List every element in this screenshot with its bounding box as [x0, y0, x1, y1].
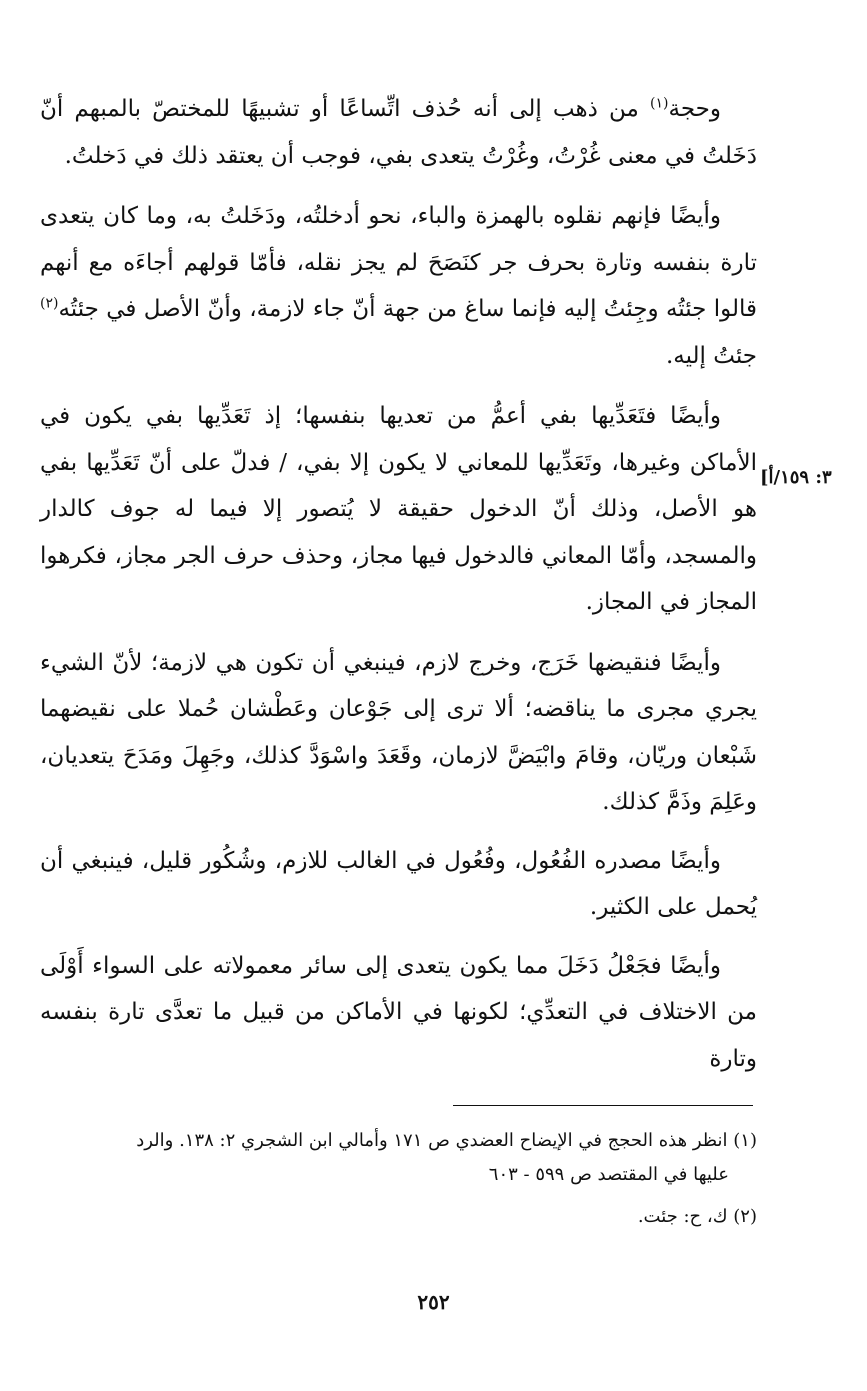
- paragraph-6: وأيضًا فجَعْلُ دَخَلَ مما يكون يتعدى إلى سائر معمولاته على السواء أَوْلَى من الاختلاف في التعدِّي؛ لكونها في الأماكن من قبيل ما تعدَّى تارة بنفسه وتارة: [40, 952, 757, 1072]
- page-number: ٢٥٢: [417, 1290, 450, 1314]
- footnote-separator: [453, 1105, 753, 1106]
- manuscript-folio-marker: ٣: ١٥٩/أ]: [760, 467, 832, 488]
- footnotes: [40, 1124, 757, 1242]
- footnote-1: [40, 1124, 757, 1192]
- footnote-1-line-1: (١) انظر هذه الحجج في الإيضاح العضدي ص ١٧١ وأمالي ابن الشجري ٢: ١٣٨. والرد: [136, 1130, 757, 1151]
- paragraph-2: [40, 193, 757, 379]
- paragraph-2-start: وأيضًا فإنهم نقلوه بالهمزة والباء، نحو أدخلتُه، ودَخَلتُ به، وما كان يتعدى تارة بنفسه وتارة بحرف جر كنَصَحَ لم يجز نقله، فأمّا قولهم أجاءَه مع أنهم قالوا جئتُه وجِئتُ إليه فإنما ساغ من جهة أنّ جاء لازمة، وأنّ الأصل في جئتُه: [40, 203, 757, 322]
- footnote-1-line-2: عليها في المقتصد ص ٥٩٩ - ٦٠٣: [488, 1164, 729, 1185]
- paragraph-4: وأيضًا فنقيضها خَرَج، وخرج لازم، فينبغي أن تكون هي لازمة؛ لأنّ الشيء يجري مجرى ما يناقضه؛ ألا ترى إلى جَوْعان وعَطْشان حُملا على نقيضهما شَبْعان وريّان، وقامَ وابْيَضَّ لازمان، وقَعَدَ واسْوَدَّ كذلك، وجَهِلَ ومَدَحَ يتعديان، وعَلِمَ وذَمَّ كذلك.: [40, 649, 757, 815]
- main-text: [40, 86, 757, 1092]
- paragraph-2-rest: جئتُ إليه.: [665, 342, 757, 369]
- footnote-2: (٢) ك، ح: جئت.: [637, 1206, 757, 1227]
- paragraph-5: وأيضًا مصدره الفُعُول، وفُعُول في الغالب للازم، وشُكُور قليل، فينبغي أن يُحمل على الكثير.: [40, 847, 757, 920]
- paragraph-1-rest: من ذهب إلى أنه حُذف اتِّساعًا أو تشبيهًا للمختصّ بالمبهم أنّ دَخَلتُ في معنى غُرْتُ، وغُرْتُ يتعدى بفي، فوجب أن يعتقد ذلك في دَخلتُ.: [40, 96, 757, 169]
- footnote-ref-1[interactable]: (١): [650, 95, 669, 112]
- paragraph-3: وأيضًا فتَعَدِّيها بفي أعمُّ من تعديها بنفسها؛ إذ تَعَدِّيها بفي يكون في الأماكن وغيرها، وتَعَدِّيها للمعاني لا يكون إلا بفي، / فدلّ على أنّ تَعَدِّيها بفي هو الأصل، وذلك أنّ الدخول حقيقة لا يُتصور إلا فيما له جوف كالدار والمسجد، وأمّا المعاني فالدخول فيها مجاز، وحذف حرف الجر مجاز، فكرهوا المجاز في المجاز.: [40, 403, 757, 615]
- paragraph-1: [40, 86, 757, 179]
- footnote-ref-2[interactable]: (٢): [40, 295, 59, 312]
- paragraph-1-start: وحجة: [668, 96, 721, 122]
